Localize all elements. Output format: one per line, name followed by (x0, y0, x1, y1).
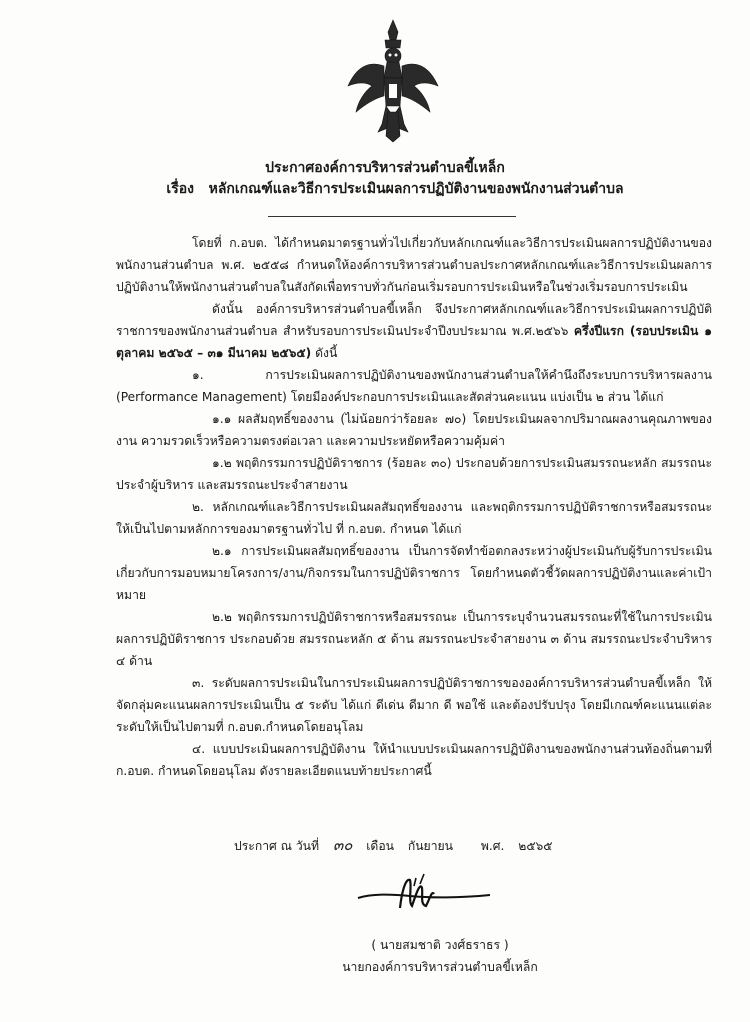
header-divider (268, 216, 516, 217)
paragraph-intro: โดยที่ ก.อบต. ได้กำหนดมาตรฐานทั่วไปเกี่ยวกับหลักเกณฑ์และวิธีการประเมินผลการปฏิบัติงานของพนักงานส่วนตำบล พ.ศ. ๒๕๕๘ กำหนดให้องค์การบริหารส่วนตำบลประกาศหลักเกณฑ์และวิธีการประเมินผลการปฏิบัติงานให้พนักงานส่วนตำบลในสังกัดเพื่อทราบทั่วกันก่อนเริ่มรอบการประเมินหรือในช่วงเริ่มรอบการประเมิน (116, 236, 712, 294)
announcement-day: ๓๐ (332, 836, 353, 854)
clause-1-1: ๑.๑ ผลสัมฤทธิ์ของงาน (ไม่น้อยกว่าร้อยละ ๗๐) โดยประเมินผลจากปริมาณผลงานคุณภาพของงาน ความรวดเร็วหรือความตรงต่อเวลา และความประหยัดหรือความคุ้มค่า (116, 412, 712, 448)
clause-2: ๒. หลักเกณฑ์และวิธีการประเมินผลสัมฤทธิ์ของงาน และพฤติกรรมการปฏิบัติราชการหรือสมรรถนะ ให้เป็นไปตามหลักการของมาตรฐานทั่วไป ที่ ก.อบต. กำหนด ได้แก่ (116, 500, 712, 536)
paragraph-announcement-end: ดังนี้ (311, 346, 338, 360)
clause-1-2: ๑.๒ พฤติกรรมการปฏิบัติราชการ (ร้อยละ ๓๐) ประกอบด้วยการประเมินสมรรถนะหลัก สมรรถนะประจำผู้บริหาร และสมรรถนะประจำสายงาน (116, 456, 712, 492)
announcement-month: กันยายน (407, 839, 454, 853)
evaluation-period: ครึ่งปีแรก (รอบประเมิน ๑ ตุลาคม ๒๕๖๕ – ๓๑ มีนาคม ๒๕๖๕) (116, 324, 712, 360)
garuda-emblem-icon (338, 16, 448, 146)
clause-4: ๔. แบบประเมินผลการปฏิบัติงาน ให้นำแบบประเมินผลการปฏิบัติงานของพนักงานส่วนท้องถิ่นตามที่ ก.อบต. กำหนดโดยอนุโลม ดังรายละเอียดแนบท้ายประกาศนี้ (116, 742, 712, 778)
paragraph-announcement (116, 298, 712, 364)
announcement-month-label: เดือน (366, 839, 394, 853)
paragraph-announcement-start: ดังนั้น องค์การบริหารส่วนตำบลขี้เหล็ก จึงประกาศหลักเกณฑ์และวิธีการประเมินผลการปฏิบัติราชการของพนักงานส่วนตำบล สำหรับรอบการประเมินประจำปีงบประมาณ พ.ศ.๒๕๖๖ (116, 302, 712, 338)
clause-3: ๓. ระดับผลการประเมินในการประเมินผลการปฏิบัติราชการขององค์การบริหารส่วนตำบลขี้เหล็ก ให้จัดกลุ่มคะแนนผลการประเมินเป็น ๕ ระดับ ได้แก่ ดีเด่น ดีมาก ดี พอใช้ และต้องปรับปรุง โดยมีเกณฑ์คะแนนแต่ละระดับให้เป็นไปตามที่ ก.อบต.กำหนดโดยอนุโลม (116, 676, 712, 734)
subject-text: หลักเกณฑ์และวิธีการประเมินผลการปฏิบัติงานของพนักงานส่วนตำบล (208, 181, 624, 197)
signature-scribble-icon (350, 868, 500, 918)
document-body (116, 232, 712, 782)
subject-label: เรื่อง (166, 181, 194, 197)
announcement-prefix: ประกาศ ณ วันที่ (234, 839, 320, 853)
document-subject (0, 178, 750, 200)
signatory-position: นายกองค์การบริหารส่วนตำบลขี้เหล็ก (342, 960, 538, 974)
announcement-year-label: พ.ศ. (480, 839, 505, 853)
clause-1: ๑. การประเมินผลการปฏิบัติงานของพนักงานส่วนตำบลให้คำนึงถึงระบบการบริหารผลงาน (Performance Management) โดยมีองค์ประกอบการประเมินและสัดส่วนคะแนน แบ่งเป็น ๒ ส่วน ได้แก่ (116, 368, 712, 404)
document-header (0, 158, 750, 200)
clause-2-1: ๒.๑ การประเมินผลสัมฤทธิ์ของงาน เป็นการจัดทำข้อตกลงระหว่างผู้ประเมินกับผู้รับการประเมินเกี่ยวกับการมอบหมายโครงการ/งาน/กิจกรรมในการปฏิบัติราชการ โดยกำหนดตัวชี้วัดผลการปฏิบัติงานและค่าเป้าหมาย (116, 544, 712, 602)
signatory-name: ( นายสมชาติ วงศ์ธราธร ) (371, 938, 509, 952)
clause-2-2: ๒.๒ พฤติกรรมการปฏิบัติราชการหรือสมรรถนะ เป็นการระบุจำนวนสมรรถนะที่ใช้ในการประเมินผลการปฏิบัติราชการ ประกอบด้วย สมรรถนะหลัก ๕ ด้าน สมรรถนะประจำสายงาน ๓ ด้าน สมรรถนะประจำบริหาร ๔ ด้าน (116, 610, 712, 668)
announcement-year: ๒๕๖๕ (518, 839, 553, 853)
announcement-date (234, 833, 563, 857)
document-title: ประกาศองค์การบริหารส่วนตำบลขี้เหล็ก (265, 160, 505, 176)
